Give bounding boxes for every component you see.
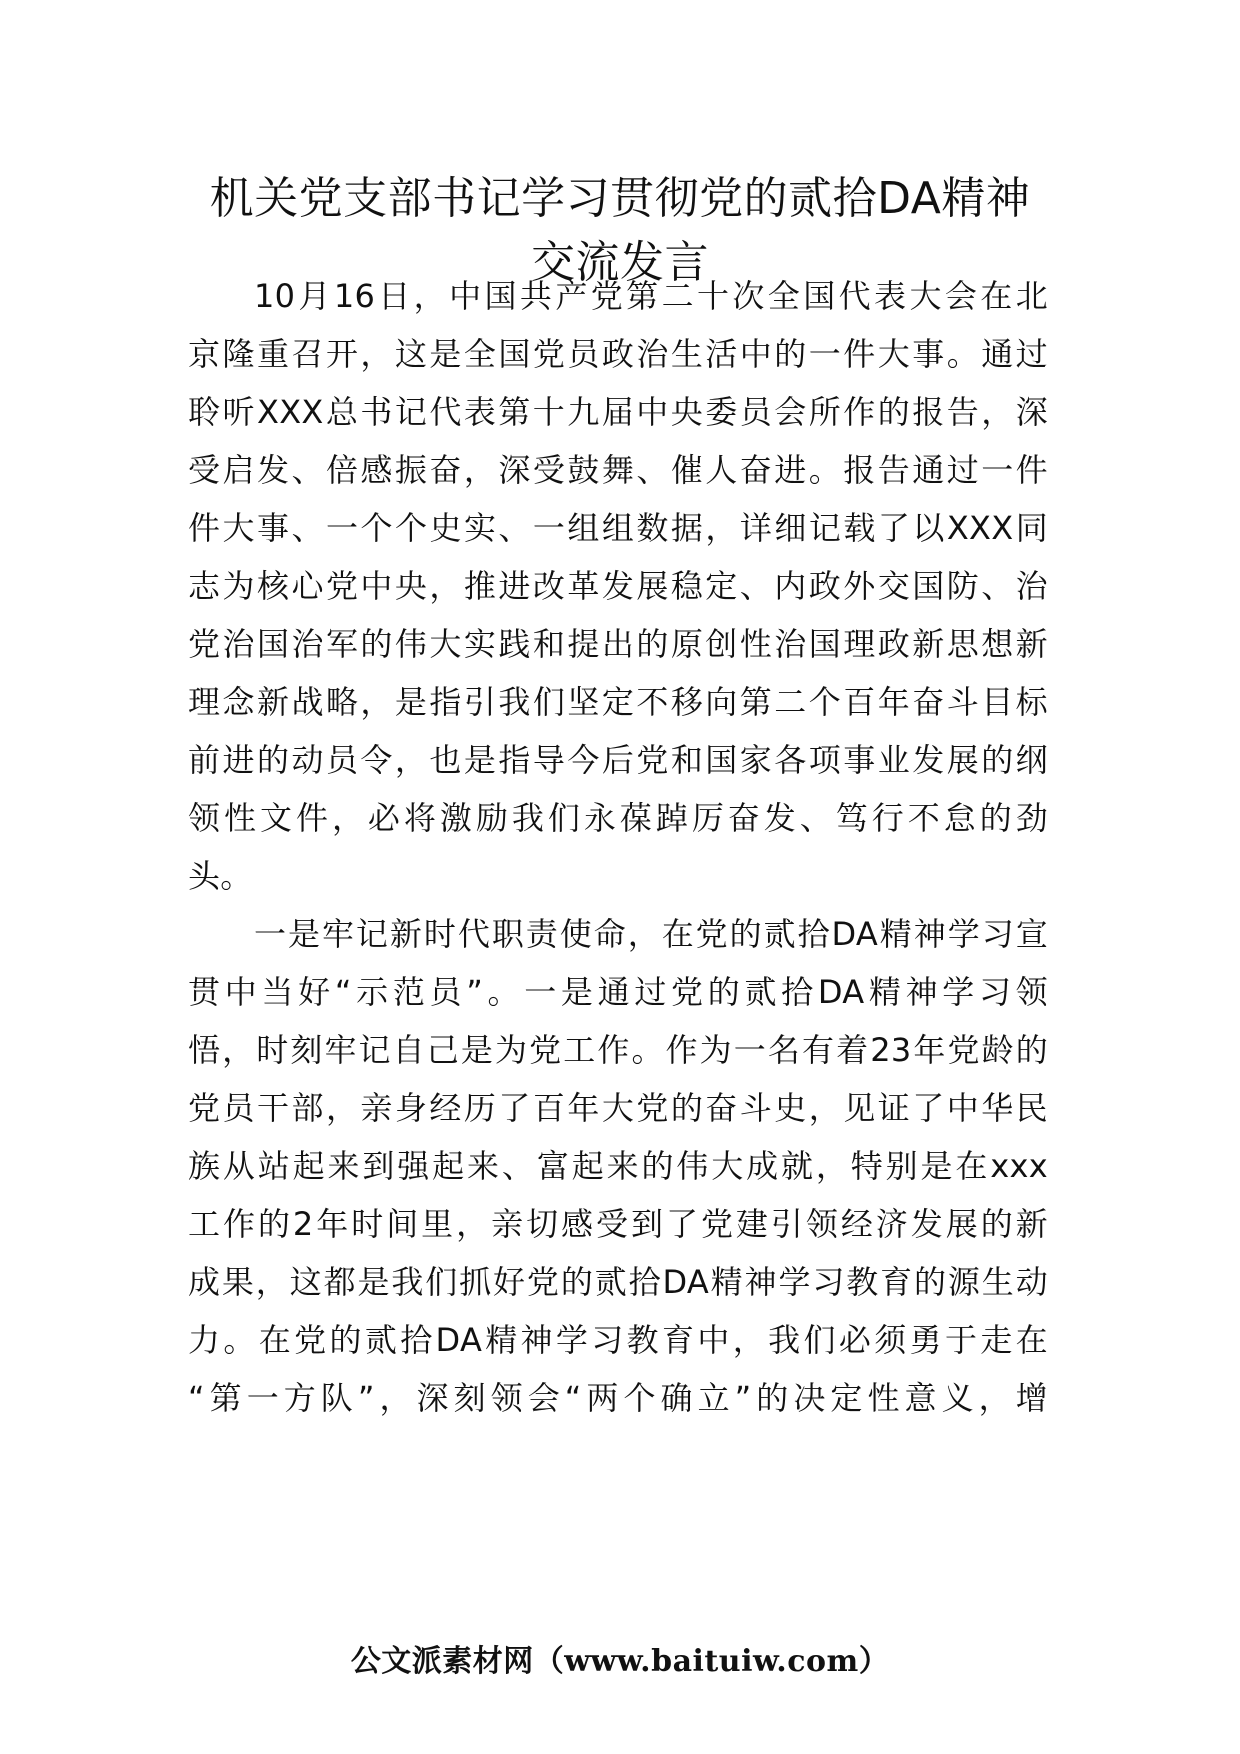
paragraph-1-line-9: 前进的动员令，也是指导今后党和国家各项事业发展的纲 [188, 741, 1048, 779]
document-title-line-2: 交流发言 [531, 237, 709, 288]
paragraph-2-line-1: 一是牢记新时代职责使命，在党的贰拾DA精神学习宣 [254, 915, 1048, 953]
paragraph-1-line-1: 10月16日，中国共产党第二十次全国代表大会在北 [254, 277, 1048, 315]
paragraph-2-line-9: “第一方队”，深刻领会“两个确立”的决定性意义，增 [188, 1379, 1048, 1417]
paragraph-1-line-6: 志为核心党中央，推进改革发展稳定、内政外交国防、治 [188, 567, 1048, 605]
paragraph-2-line-4: 党员干部，亲身经历了百年大党的奋斗史，见证了中华民 [188, 1089, 1048, 1127]
paragraph-1-line-2: 京隆重召开，这是全国党员政治生活中的一件大事。通过 [188, 335, 1048, 373]
paragraph-1-line-3: 聆听XXX总书记代表第十九届中央委员会所作的报告，深 [188, 393, 1048, 431]
paragraph-1-line-11: 头。 [188, 857, 253, 895]
paragraph-1-line-7: 党治国治军的伟大实践和提出的原创性治国理政新思想新 [188, 625, 1048, 663]
paragraph-2-line-7: 成果，这都是我们抓好党的贰拾DA精神学习教育的源生动 [188, 1263, 1048, 1301]
paragraph-2-line-6: 工作的2年时间里，亲切感受到了党建引领经济发展的新 [188, 1205, 1048, 1243]
paragraph-1-line-5: 件大事、一个个史实、一组组数据，详细记载了以XXX同 [188, 509, 1048, 547]
paragraph-1-line-10: 领性文件，必将激励我们永葆踔厉奋发、笃行不怠的劲 [188, 799, 1048, 837]
footer-source-text: 公文派素材网（www.baituiw.com） [350, 1644, 890, 1679]
paragraph-1-line-4: 受启发、倍感振奋，深受鼓舞、催人奋进。报告通过一件 [188, 451, 1048, 489]
paragraph-2-line-2: 贯中当好“示范员”。一是通过党的贰拾DA精神学习领 [188, 973, 1048, 1011]
paragraph-2-line-3: 悟，时刻牢记自己是为党工作。作为一名有着23年党龄的 [188, 1031, 1048, 1069]
paragraph-1-line-8: 理念新战略，是指引我们坚定不移向第二个百年奋斗目标 [188, 683, 1048, 721]
paragraph-2-line-8: 力。在党的贰拾DA精神学习教育中，我们必须勇于走在 [188, 1321, 1048, 1359]
paragraph-2-line-5: 族从站起来到强起来、富起来的伟大成就，特别是在xxx [188, 1147, 1048, 1185]
document-title-line-1: 机关党支部书记学习贯彻党的贰拾DA精神 [209, 173, 1031, 224]
